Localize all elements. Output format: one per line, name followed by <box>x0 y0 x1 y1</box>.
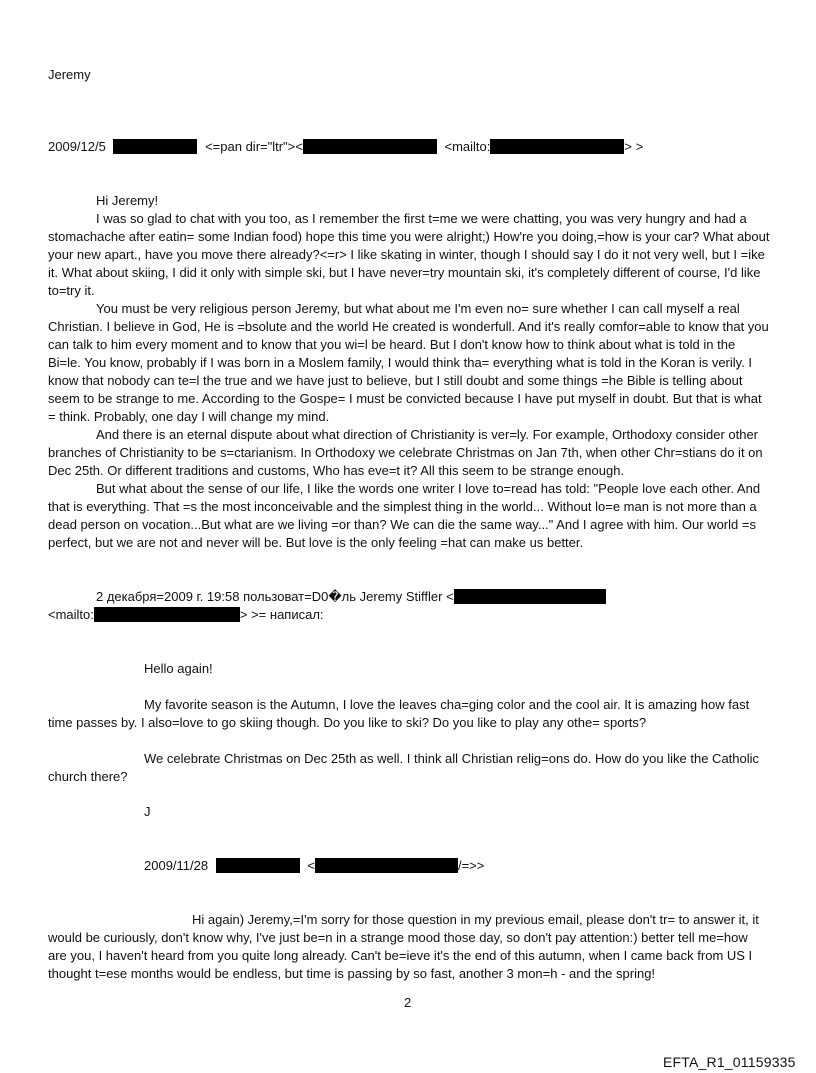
mailto-text: <mailto: <box>48 607 94 622</box>
redaction-box <box>113 139 197 154</box>
quote-header-line <box>48 606 324 624</box>
recipient-name: Jeremy <box>48 67 91 82</box>
paragraph: But what about the sense of our life, I like the words one writer I love to=read has told: "People love each other. And that is everything. That =s the most inconceivable and the simplest thing in the world... Without lo=e man is not more than a dead person on vocation...But what are we living =or than? We can die the same way..." And I agree with him. Our world =s perfect, but we are not and never will be. But love is the only feeling =hat can make us better. <box>48 481 761 550</box>
quote-header-end: > >= написал: <box>239 607 324 622</box>
email-date: 2009/11/28 <box>144 858 209 873</box>
quote-header-line <box>144 857 484 875</box>
greeting: Hi Jeremy! <box>96 193 159 208</box>
paragraph: We celebrate Christmas on Dec 25th as well. I think all Christian relig=ons do. How do you like the Catholic church there? <box>48 751 760 784</box>
quote-lt: < <box>307 858 315 873</box>
paragraph: And there is an eternal dispute about what direction of Christianity is ver=ly. For example, Orthodoxy consider other branches of Christianity to be s=ctarianism. In Orthodoxy we celebrate Christmas on Jan 7th, when other Chr=stians do it on Dec 25th. Or different traditions and customs, Who has eve=t it? All this seem to be strange enough. <box>48 427 763 478</box>
redaction-box <box>94 607 240 622</box>
quote-header-line <box>96 588 606 606</box>
pan-tag-text: <=pan dir="ltr"> <box>205 139 296 154</box>
redaction-box <box>303 139 437 154</box>
quote-header-end: /=>> <box>457 858 485 873</box>
greeting: Hello again! <box>144 661 213 676</box>
paragraph: Hi again) Jeremy,=I'm sorry for those question in my previous email, please don't tr= to answer it, it would be curiously, don't know why, I've just be=n in a strange mood those day, so don't pay attention:) better tell me=how are you, I haven't heard from you quite long already. Can't be=ieve it's the end of this autumn, when I came back from US I thought t=ese months would be endless, but time is passing by so fast, another 3 mon=h - and the spring! <box>48 912 759 981</box>
paragraph: You must be very religious person Jeremy, but what about me I'm even no= sure whether I can call myself a real Christian. I believe in God, He is =bsolute and the world He created is wonderfull. And it's really comfor=able to know that you can talk to him every moment and to know that you wi=l be heard. But I don't know how to think about what is told in the Bi=le. You know, probably if I was born in a Moslem family, I would think tha= everything what is told in the Koran is verily. I know that nobody can te=l the true and we have just to believe, but I still doubt and some things =he Bible is telling about seem to be strange to me. According to the Gospe= I must be convicted because I have put myself in doubt. But that is what = think. Probably, one day I will change my mind. <box>48 301 769 424</box>
redaction-box <box>216 858 300 873</box>
redaction-box <box>315 858 458 873</box>
signature: J <box>144 804 151 819</box>
redaction-box <box>454 589 606 604</box>
paragraph: My favorite season is the Autumn, I love the leaves cha=ging color and the cool air. It is amazing how fast time passes by. I also=love to go skiing though. Do you like to ski? Do you like to play any othe= sports? <box>48 697 750 730</box>
document-id: EFTA_R1_01159335 <box>663 1054 796 1070</box>
redaction-box <box>490 139 624 154</box>
paragraph: I was so glad to chat with you too, as I remember the first t=me we were chatting, you was very hungry and had a stomachache after eatin= some Indian food) hope this time you were alright;) How're you doing,=how is your car? What about your new apart., have you move there already?<=r> I like skating in winter, though I should say I do it not very well, but I =ike it. What about skiing, I did it only with simple ski, but I have never=try mountain ski, it's completely different of course, I'd like to=try it. <box>48 211 770 298</box>
pan-lt: < <box>295 139 303 154</box>
email-header-line <box>48 138 643 156</box>
page-number: 2 <box>404 995 412 1010</box>
mailto-text: <mailto: <box>444 139 491 154</box>
email-date: 2009/12/5 <box>48 139 106 154</box>
quote-header-text: 2 декабря=2009 г. 19:58 пользоват=D0�ль Jeremy Stiffler < <box>96 589 454 604</box>
header-end: > > <box>624 139 644 154</box>
